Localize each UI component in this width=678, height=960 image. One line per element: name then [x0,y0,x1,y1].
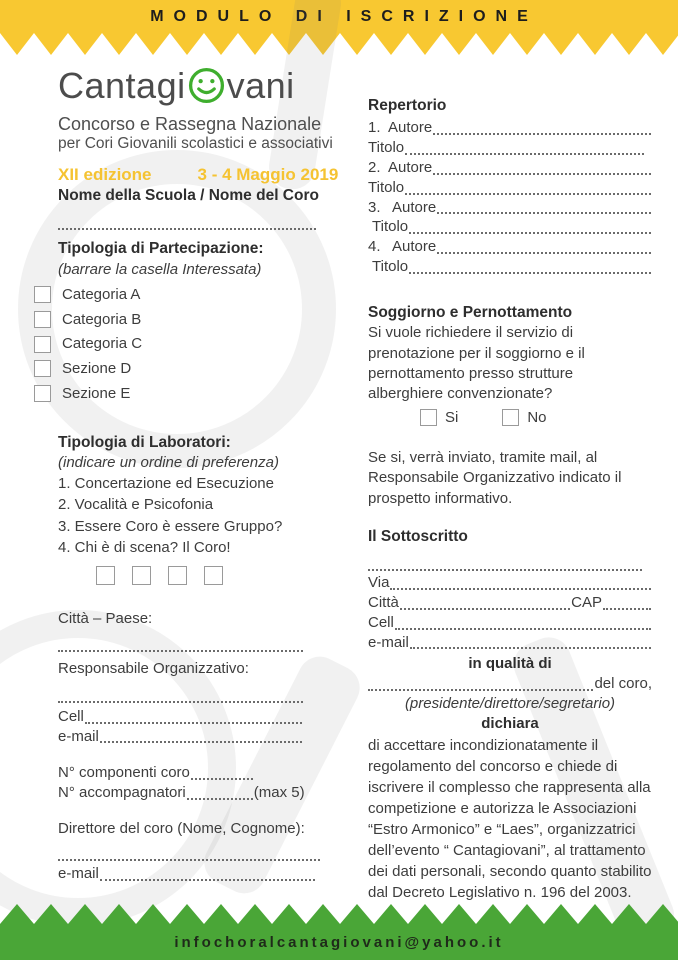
cap-label: CAP [571,593,602,611]
soggiorno-title: Soggiorno e Pernottamento [368,303,573,321]
school-name-label: Nome della Scuola / Nome del Coro [58,187,319,204]
sottoscritto-email-label: e-mail [368,633,409,651]
soggiorno-yes-no-row [420,408,652,428]
del-coro-label: del coro, [594,675,652,693]
direttore-email-label: e-mail [58,864,99,882]
sottoscritto-cell-input[interactable] [395,628,651,630]
titolo-input-2[interactable] [405,193,651,195]
ruolo-input[interactable] [368,689,593,691]
autore-label: Autore [388,119,433,137]
option-row-categoria-c [34,334,336,354]
logo [58,66,338,105]
sottoscritto-name-input[interactable] [368,556,642,571]
top-banner [0,0,678,55]
email-input[interactable] [100,741,302,743]
via-input[interactable] [390,588,651,590]
right-column [368,96,652,960]
citta-label: Città [368,593,399,611]
autore-label: Autore [392,198,437,216]
dichiara-label: dichiara [481,714,539,732]
subtitle-line2: per Cori Giovanili scolastici e associativi [58,134,333,152]
si-label: Si [445,408,459,426]
bottom-banner-bar [0,924,678,960]
top-banner-bar [0,0,678,33]
via-label: Via [368,574,390,592]
cell-label: Cell [58,707,84,725]
responsabile-label: Responsabile Organizzativo: [58,659,249,677]
direttore-label: Direttore del coro (Nome, Cognome): [58,819,305,837]
direttore-input[interactable] [58,846,320,861]
participation-title: Tipologia di Partecipazione: [58,240,264,258]
left-column [58,180,336,941]
accompagnatori-label: N° accompagnatori [58,784,186,802]
top-zigzag-edge [0,33,678,55]
checkbox-sezione-d[interactable] [34,360,51,377]
school-name-input[interactable] [58,215,316,230]
titolo-label: Titolo [372,218,409,236]
soggiorno-question: Si vuole richiedere il servizio di prenotazione per il soggiorno e il pernottamento presso strutture alberghiere convenzionate? [368,324,585,403]
accompagnatori-max-note: (max 5) [253,784,305,802]
option-label: Sezione D [62,360,132,378]
contact-email[interactable]: infochoralcantagiovani@yahoo.it [174,933,504,951]
citta-paese-input[interactable] [58,637,303,652]
option-label: Sezione E [62,384,131,402]
accompagnatori-input[interactable] [187,798,253,800]
titolo-label: Titolo [372,258,409,276]
citta-paese-label: Città – Paese: [58,610,153,628]
option-row-sezione-d [34,359,336,379]
checkbox-si[interactable] [420,409,437,426]
responsabile-input[interactable] [58,688,303,703]
cap-input[interactable] [603,608,651,610]
edition-label: XII edizione [58,165,152,185]
laboratori-item-3: 3. Essere Coro è essere Gruppo? [58,517,283,535]
option-row-sezione-e [34,384,336,404]
checkbox-categoria-b[interactable] [34,311,51,328]
laboratori-item-1: 1. Concertazione ed Esecuzione [58,474,274,492]
option-label: Categoria A [62,285,141,303]
soggiorno-note: Se si, verrà inviato, tramite mail, al Responsabile Organizzativo indicato il prospetto informativo. [368,448,622,508]
preference-box-3[interactable] [168,566,187,585]
laboratori-preference-boxes [96,566,336,585]
option-label: Categoria B [62,310,142,328]
bottom-zigzag-edge [0,904,678,924]
form-title: MODULO DI ISCRIZIONE [150,7,538,25]
no-label: No [527,408,547,426]
repertorio-entry-number: 1. [368,119,381,137]
bottom-banner [0,904,678,960]
componenti-input[interactable] [191,778,253,780]
checkbox-categoria-c[interactable] [34,336,51,353]
declaration-text: di accettare incondizionatamente il regolamento del concorso e chiede di iscrivere il complesso che rappresenta alla competizione e autorizza le Associazioni “Estro Armonico” e “Laes”, organizzatrici dell’evento “ Cantagiovani”, al trattamento dei dati personali, secondo quanto stabilito dal Decreto Legislativo n. 196 del 2003. [368,736,652,901]
titolo-label: Titolo [368,139,405,157]
citta-input[interactable] [400,608,570,610]
repertorio-entry-number: 2. [368,159,381,177]
email-label: e-mail [58,727,99,745]
sottoscritto-title: Il Sottoscritto [368,527,468,545]
option-row-categoria-a [34,285,336,305]
autore-label: Autore [388,159,433,177]
logo-text-left: Cantagi [58,64,186,106]
laboratori-item-2: 2. Vocalità e Psicofonia [58,496,214,514]
preference-box-4[interactable] [204,566,223,585]
subtitle-line1: Concorso e Rassegna Nazionale [58,114,322,134]
checkbox-sezione-e[interactable] [34,385,51,402]
participation-hint: (barrare la casella Interessata) [58,260,262,278]
repertorio-entry-number: 3. [368,198,381,216]
no-option [502,408,546,428]
preference-box-2[interactable] [132,566,151,585]
logo-text-right: vani [226,64,295,106]
preference-box-1[interactable] [96,566,115,585]
laboratori-item-4: 4. Chi è di scena? Il Coro! [58,538,231,556]
autore-label: Autore [392,238,437,256]
repertorio-entry-number: 4. [368,238,381,256]
smiley-icon [187,66,226,105]
yes-option [420,408,458,428]
cell-input[interactable] [85,722,302,724]
titolo-input-4[interactable] [409,272,651,274]
direttore-email-input[interactable] [100,879,315,881]
autore-input-3[interactable] [437,212,651,214]
checkbox-no[interactable] [502,409,519,426]
autore-input-1[interactable] [433,133,651,135]
option-label: Categoria C [62,335,143,353]
option-row-categoria-b [34,310,336,330]
componenti-label: N° componenti coro [58,764,190,782]
event-date: 3 - 4 Maggio 2019 [197,165,339,185]
repertorio-title: Repertorio [368,97,447,114]
header-logo-block [58,66,338,185]
titolo-input-3[interactable] [409,232,651,234]
sottoscritto-email-input[interactable] [410,647,651,649]
autore-input-4[interactable] [437,252,651,254]
checkbox-categoria-a[interactable] [34,286,51,303]
qualita-label: in qualità di [468,655,552,673]
laboratori-title: Tipologia di Laboratori: [58,433,231,451]
titolo-input-1[interactable] [405,153,644,155]
autore-input-2[interactable] [433,173,651,175]
sottoscritto-cell-label: Cell [368,613,394,631]
titolo-label: Titolo [368,178,405,196]
laboratori-hint: (indicare un ordine di preferenza) [58,454,279,472]
roles-hint: (presidente/direttore/segretario) [404,694,616,712]
